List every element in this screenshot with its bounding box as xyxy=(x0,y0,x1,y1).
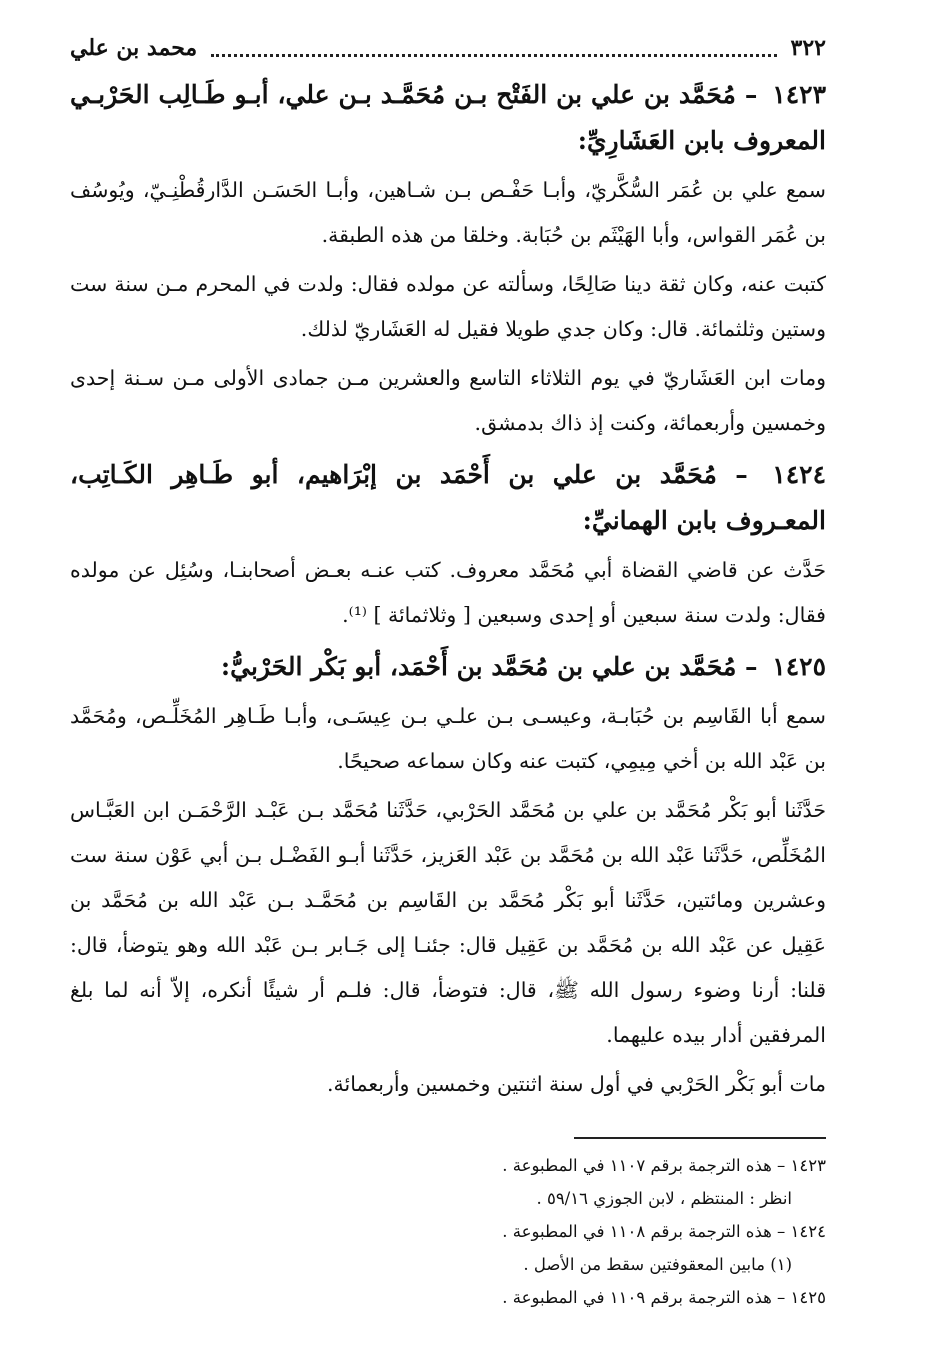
footnote: ١٤٢٤ – هذه الترجمة برقم ١١٠٨ في المطبوعة . xyxy=(502,1222,826,1241)
page-number: ٣٢٢ xyxy=(790,35,826,61)
paragraph: حَدَّث عن قاضي القضاة أبي مُحَمَّد معروف. كتب عنـه بعـض أصحابنـا، وسُئِل عن مولده فقال: ولدت سنة سبعين أو إحدى وسبعين [ وثلاثمائة ] ⁽¹⁾. xyxy=(70,558,826,627)
entry-title: – مُحَمَّد بن علي بن الفَتْح بـن مُحَمَّـد بـن علي، أبـو طَـالِب الحَرْبـي المعروف بابن العَشَارِيِّ: xyxy=(70,80,826,155)
entry-title: – مُحَمَّد بن علي بن أَحْمَد بن إبْرَاهيم، أبو طَـاهِر الكَـاتِب، المعـروف بابن الهمانيِّ: xyxy=(70,460,826,535)
paragraph: سمع علي بن عُمَر السُّكَّريّ، وأبـا حَفْـص بـن شـاهين، وأبـا الحَسَـن الدَّارقُطْنِـيّ، ويُوسُف بن عُمَر القواس، وأبا الهَيْثَم بن حُبَابة. وخلقا من هذه الطبقة. xyxy=(70,178,826,247)
footnote: انظر : المنتظم ، لابن الجوزي ٥٩/١٦ . xyxy=(536,1189,792,1208)
footnote: ١٤٢٥ – هذه الترجمة برقم ١١٠٩ في المطبوعة . xyxy=(502,1288,826,1307)
footnotes xyxy=(70,1149,826,1314)
header-dot-leader xyxy=(211,40,776,57)
entry-title: – مُحَمَّد بن علي بن مُحَمَّد بن أَحْمَد، أبو بَكْر الحَرْبيُّ: xyxy=(220,652,758,681)
running-header xyxy=(70,30,826,66)
paragraph: كتبت عنه، وكان ثقة دينا صَالِحًا، وسألته عن مولده فقال: ولدت في المحرم مـن سنة ست وستين وثلثمائة. قال: وكان جدي طويلا فقيل له العَشَاريّ لذلك. xyxy=(70,272,826,341)
entry-heading xyxy=(70,644,826,690)
entry-1424 xyxy=(70,452,826,638)
paragraph: سمع أبا القَاسِم بن حُبَابـة، وعيسـى بـن علـي بـن عِيسَـى، وأبـا طَـاهِر المُخَلِّـص، ومُحَمَّد بن عَبْد الله بن أخي مِيمِي، كتبت عنه وكان سماعه صحيحًا. xyxy=(70,704,826,773)
footnote: (١) مابين المعقوفتين سقط من الأصل . xyxy=(523,1255,792,1274)
entry-1423 xyxy=(70,72,826,446)
paragraph: حَدَّثَنا أبو بَكْر مُحَمَّد بن علي بن مُحَمَّد الحَرْبي، حَدَّثَنا مُحَمَّد بـن عَبْـد الرَّحْمَـن ابن العَبَّـاس المُخَلِّص، حَدَّثَنا عَبْد الله بن مُحَمَّد بن عَبْد العَزيز، حَدَّثَنا أبـو الفَضْـل بـن أبي عَوْن سنة ست وعشرين ومائتين، حَدَّثَنا أبو بَكْر مُحَمَّد بن القَاسِم بن مُحَمَّـد بـن عَبْد الله بن مُحَمَّد بن عَقِيل عن عَبْد الله بن مُحَمَّد بن عَقِيل قال: جئنـا إلى جَـابر بـن عَبْد الله وهو يتوضأ، قال: قلنا: أرنا وضوء رسول الله ﷺ، قال: فتوضأ، قال: فلـم أر شيئًا أنكره، إلاّ أنه لما بلغ المرفقين أدار بيده عليهما. xyxy=(70,798,826,1047)
entry-number: ١٤٢٥ xyxy=(772,652,826,681)
footnote-separator xyxy=(574,1137,826,1139)
page xyxy=(70,30,826,1314)
entry-heading xyxy=(70,72,826,164)
entry-number: ١٤٢٣ xyxy=(772,80,826,109)
entry-number: ١٤٢٤ xyxy=(772,460,826,489)
entry-heading xyxy=(70,452,826,544)
footnote: ١٤٢٣ – هذه الترجمة برقم ١١٠٧ في المطبوعة . xyxy=(502,1156,826,1175)
paragraph: مات أبو بَكْر الحَرْبي في أول سنة اثنتين وخمسين وأربعمائة. xyxy=(327,1072,826,1096)
paragraph: ومات ابن العَشَاريّ في يوم الثلاثاء التاسع والعشرين مـن جمادى الأولى مـن سـنة إحدى وخمسين وأربعمائة، وكنت إذ ذاك بدمشق. xyxy=(70,366,826,435)
entry-1425 xyxy=(70,644,826,1107)
running-title: محمد بن علي xyxy=(70,35,198,61)
